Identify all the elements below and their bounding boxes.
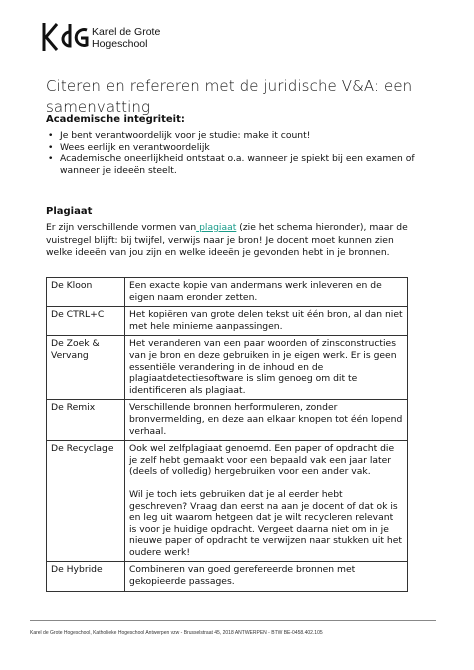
- list-item: • Wees eerlijk en verantwoordelijk: [46, 142, 416, 154]
- term-cell: De Kloon: [47, 278, 125, 307]
- heading-plagiaat: Plagiaat: [46, 206, 93, 217]
- heading-integrity: Academische integriteit:: [46, 114, 185, 125]
- footer-address: Karel de Grote Hogeschool, Katholieke Hogeschool Antwerpen vzw - Brusselstraat 45, 2018 ANTWERPEN - BTW BE-0458.402.105: [30, 630, 323, 636]
- intro-text: Er zijn verschillende vormen van: [46, 222, 197, 233]
- plagiarism-types-table: [46, 277, 408, 592]
- table-row: [47, 278, 408, 307]
- description-text-extra: Wil je toch iets gebruiken dat je al eerder hebt geschreven? Vraag dan eerst na aan je docent of dat ok is en leg uit waarom hetgeen dat je wilt recycleren relevant is voor je huidige opdracht. Vergeet daarna niet om in je nieuwe paper of opdracht te verwijzen naar stukken uit het oudere werk!: [129, 488, 403, 558]
- list-item: • Je bent verantwoordelijk voor je studie: make it count!: [46, 130, 416, 142]
- list-item: • Academische oneerlijkheid ontstaat o.a. wanneer je spiekt bij een examen of wanneer je ideeën steelt.: [46, 153, 416, 176]
- integrity-bullet-list: [46, 130, 416, 176]
- intro-text-rest: (zie het schema hieronder), maar de vuistregel blijft: bij twijfel, verwijs naar je bron! Je docent moet kunnen zien welke ideeën van jou zijn en welke ideeën je gevonden hebt in je bronnen.: [46, 222, 408, 258]
- term-cell: De Remix: [47, 400, 125, 441]
- description-text: Ook wel zelfplagiaat genoemd. Een paper of opdracht die je zelf hebt gemaakt voor een bepaald vak een jaar later (deels of volledig) hergebruiken voor een ander vak.: [129, 443, 395, 478]
- description-cell: Het kopiëren van grote delen tekst uit één bron, al dan niet met hele minieme aanpassingen.: [125, 307, 408, 336]
- description-cell: Verschillende bronnen herformuleren, zonder bronvermelding, en deze aan elkaar knopen tot één lopend verhaal.: [125, 400, 408, 441]
- term-cell: De Hybride: [47, 562, 125, 591]
- plagiaat-link[interactable]: plagiaat: [196, 222, 237, 233]
- term-cell: De Recyclage: [47, 441, 125, 562]
- table-row: [47, 336, 408, 400]
- description-cell: [125, 441, 408, 562]
- table-row: [47, 562, 408, 591]
- table-row: [47, 400, 408, 441]
- footer-divider: [30, 620, 436, 621]
- description-cell: Combineren van goed gerefereerde bronnen met gekopieerde passages.: [125, 562, 408, 591]
- term-cell: De Zoek & Vervang: [47, 336, 125, 400]
- brand-name-line1: Karel de Grote: [92, 26, 161, 38]
- table-row: [47, 307, 408, 336]
- brand-name-line2: Hogeschool: [92, 38, 148, 50]
- kdg-logo: [40, 20, 90, 54]
- document-title: Citeren en refereren met de juridische V&A: een samenvatting: [46, 77, 413, 116]
- description-cell: Een exacte kopie van andermans werk inleveren en de eigen naam eronder zetten.: [125, 278, 408, 307]
- description-cell: Het veranderen van een paar woorden of zinsconstructies van je bron en deze gebruiken in je eigen werk. Er is geen essentiële verandering in de inhoud en de plagiaatdetectiesoftware is slim genoeg om dit te identificeren als plagiaat.: [125, 336, 408, 400]
- term-cell: De CTRL+C: [47, 307, 125, 336]
- plagiaat-intro: [46, 222, 416, 260]
- table-row: [47, 441, 408, 562]
